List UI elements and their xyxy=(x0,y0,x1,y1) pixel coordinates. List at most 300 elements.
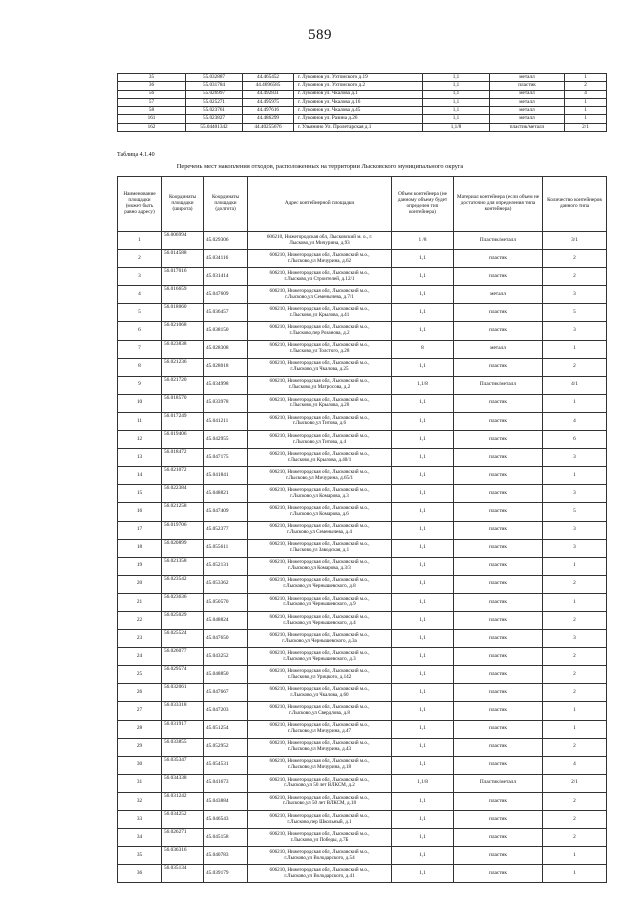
cell-count: 2 xyxy=(543,575,607,593)
cell-address xyxy=(248,720,392,738)
cell-lat: 56.035134 xyxy=(162,865,204,883)
cell-number: 7 xyxy=(118,340,162,358)
cell-volume: 1,1 xyxy=(423,107,490,115)
address-line-1: 606210, Нижегородская обл, Лысковский м.о., xyxy=(269,667,370,674)
address-line-2: г.Лысково,ул Чернышевского, д.3 xyxy=(283,655,356,662)
cell-material: Пластик/металл xyxy=(454,774,543,792)
cell-address: г. Лукоянов ул. Чкалова д.45 xyxy=(294,107,423,115)
address-line-2: г.Лысково,ул Комарова, д.3 xyxy=(290,492,349,499)
cell-number: 35 xyxy=(118,74,186,82)
cell-material: пластик xyxy=(454,611,543,629)
cell-material: пластик xyxy=(454,539,543,557)
cell-count: 4 xyxy=(565,90,607,98)
cell-address xyxy=(248,774,392,792)
address-line-1: 606210, Нижегородская обл, Лысковский м.о., xyxy=(269,432,370,439)
cell-lat: 56.023542 xyxy=(162,575,204,593)
address-line-1: 606210, Нижегородская обл, Лысковский м.о., xyxy=(269,613,370,620)
cell-address xyxy=(248,376,392,394)
cell-address xyxy=(248,431,392,449)
cell-volume: 1,1 xyxy=(392,811,454,829)
table-row xyxy=(118,322,607,340)
cell-lon: 45.048824 xyxy=(204,611,248,629)
address-line-1: 606210, Нижегородская обл, Лысковский м.о., xyxy=(269,414,370,421)
cell-number: 31 xyxy=(118,774,162,792)
cell-number: 17 xyxy=(118,521,162,539)
cell-volume: 1,1 xyxy=(392,358,454,376)
cell-address xyxy=(248,467,392,485)
cell-lon: 45.054531 xyxy=(204,756,248,774)
cell-address xyxy=(248,865,392,883)
cell-number: 35 xyxy=(118,847,162,865)
table-row xyxy=(118,503,607,521)
address-line-2: г.Лысково,ул Победы, д.7Б xyxy=(290,836,349,843)
cell-lat: 56.017016 xyxy=(162,268,204,286)
cell-address xyxy=(248,232,392,250)
cell-lat: 55.023761 xyxy=(186,107,243,115)
cell-lat: 56.021072 xyxy=(162,467,204,485)
address-line-2: г.Лысково,ул 50 лет ВЛКСМ, д.2 xyxy=(284,782,355,789)
address-line-1: 606210, Нижегородская обл, Лысковский м. о., г. xyxy=(266,233,373,240)
table-row xyxy=(118,250,607,268)
address-line-1: 606210, Нижегородская обл, Лысковский м.о., xyxy=(269,866,370,873)
cell-lat: 56.020899 xyxy=(162,539,204,557)
cell-material: пластик xyxy=(454,431,543,449)
cell-lon: 45.034116 xyxy=(204,250,248,268)
cell-lon: 45.046543 xyxy=(204,811,248,829)
cell-lat: 56.025524 xyxy=(162,630,204,648)
address-line-1: 606210, Нижегородская обл, Лысковский м.о., xyxy=(269,722,370,729)
cell-address xyxy=(248,340,392,358)
address-line-2: г.Лысково,ул Крылова, д.40/1 xyxy=(287,456,352,463)
cell-number: 1 xyxy=(118,232,162,250)
cell-lat: 56.031242 xyxy=(162,792,204,810)
cell-count: 2 xyxy=(543,666,607,684)
cell-number: 33 xyxy=(118,811,162,829)
cell-address xyxy=(248,557,392,575)
cell-lon: 45.055611 xyxy=(204,539,248,557)
cell-address xyxy=(248,847,392,865)
cell-lon: 44.495975 xyxy=(243,98,294,106)
cell-volume: 1,1 xyxy=(392,539,454,557)
cell-material: пластик xyxy=(454,575,543,593)
cell-count: 1 xyxy=(565,98,607,106)
table-row xyxy=(118,82,607,90)
table-row xyxy=(118,449,607,467)
table-row xyxy=(118,575,607,593)
cell-number: 30 xyxy=(118,756,162,774)
address-line-2: г.Лысково,ул Толстого, д.28 xyxy=(289,348,350,355)
cell-volume: 1,1 xyxy=(392,268,454,286)
address-line-1: 606210, Нижегородская обл, Лысковский м.о., xyxy=(269,523,370,530)
cell-lon: 45.048850 xyxy=(204,666,248,684)
address-line-2: г.Лысково,ул Мичурина, д.65/1 xyxy=(285,474,354,481)
cell-count: 4 xyxy=(543,412,607,430)
table-row xyxy=(118,774,607,792)
cell-number: 21 xyxy=(118,593,162,611)
cell-number: 15 xyxy=(118,485,162,503)
address-line-2: г.Лысково,ул Комарова, д.6 xyxy=(290,510,349,517)
address-line-1: 606210, Нижегородская обл, Лысковский м.о., xyxy=(269,487,370,494)
cell-lat: 56.017249 xyxy=(162,412,204,430)
cell-count: 2 xyxy=(543,250,607,268)
cell-lon: 45.052952 xyxy=(204,738,248,756)
cell-address xyxy=(248,286,392,304)
cell-count: 1 xyxy=(543,340,607,358)
cell-material: пластик xyxy=(454,250,543,268)
cell-count: 2 xyxy=(543,684,607,702)
cell-material: пластик xyxy=(454,268,543,286)
cell-lat: 56.016659 xyxy=(162,286,204,304)
address-line-1: 606210, Нижегородская обл, Лысковский м.о., xyxy=(269,360,370,367)
cell-lat: 56.026077 xyxy=(162,648,204,666)
cell-volume: 1,1 xyxy=(392,322,454,340)
table-row xyxy=(118,98,607,106)
cell-number: 18 xyxy=(118,539,162,557)
address-line-1: 606210, Нижегородская обл, Лысковский м.о., xyxy=(269,649,370,656)
cell-lon: 45.047609 xyxy=(204,286,248,304)
address-line-1: 606210, Нижегородская обл, Лысковский м.о., xyxy=(269,505,370,512)
address-line-2: г.Лысково,ул Крылова, д.41 xyxy=(289,311,350,318)
cell-number: 12 xyxy=(118,431,162,449)
address-line-2: г.Лысково,ул Мичурина, д.47 xyxy=(287,728,352,735)
cell-material: пластик xyxy=(454,684,543,702)
cell-lon: 45.051254 xyxy=(204,720,248,738)
cell-lon: 45.048821 xyxy=(204,485,248,503)
cell-material: пластик xyxy=(454,630,543,648)
cell-lon: 45.047409 xyxy=(204,503,248,521)
table-header-row xyxy=(118,177,607,232)
cell-volume: 1,1 xyxy=(392,792,454,810)
cell-address xyxy=(248,648,392,666)
cell-address xyxy=(248,304,392,322)
cell-material: пластик/металл xyxy=(490,123,565,131)
cell-volume: 1,1 xyxy=(392,865,454,883)
address-line-1: 606210, Нижегородская обл, Лысковский м.о., xyxy=(269,740,370,747)
table-row xyxy=(118,412,607,430)
address-line-1: 606210, Нижегородская обл, Лысковский м.о., xyxy=(269,342,370,349)
cell-material: металл xyxy=(490,98,565,106)
table-row xyxy=(118,467,607,485)
cell-address: г. Ульянино Ул. Пролетарская д.1 xyxy=(294,123,423,131)
cell-lat: 56.022384 xyxy=(162,485,204,503)
cell-volume: 1,1 xyxy=(392,449,454,467)
cell-lat: 56.018472 xyxy=(162,449,204,467)
address-line-2: г.Лысково,ул Крылова, д.20 xyxy=(289,402,350,409)
cell-lat: 55.032887 xyxy=(186,74,243,82)
cell-count: 3/1 xyxy=(543,232,607,250)
table-row xyxy=(118,738,607,756)
cell-number: 25 xyxy=(118,666,162,684)
address-line-2: г.Лысково,ул Семенычева, д.4 xyxy=(287,529,352,536)
cell-number: 162 xyxy=(118,123,186,131)
cell-volume: 1,1 xyxy=(392,847,454,865)
cell-volume: 1,1 xyxy=(392,485,454,503)
address-line-1: 606210, Нижегородская обл, Лысковский м.о., xyxy=(269,559,370,566)
cell-lon: 45.041841 xyxy=(204,467,248,485)
cell-lat: 56.018570 xyxy=(162,394,204,412)
cell-material: пластик xyxy=(454,412,543,430)
header-volume: Объем контейнера (не данному объему будет определен тип контейнера) xyxy=(392,177,454,232)
cell-volume: 1,1 xyxy=(392,304,454,322)
cell-count: 2 xyxy=(543,738,607,756)
cell-volume: 1,1 xyxy=(423,98,490,106)
table-row xyxy=(118,666,607,684)
cell-count: 2 xyxy=(543,611,607,629)
header-address: Адрес контейнерной площадки xyxy=(248,177,392,232)
cell-material: пластик xyxy=(454,358,543,376)
cell-volume: 1,1 xyxy=(423,82,490,90)
cell-number: 36 xyxy=(118,82,186,90)
cell-number: 6 xyxy=(118,322,162,340)
cell-material: пластик xyxy=(454,485,543,503)
cell-lon: 45.028308 xyxy=(204,340,248,358)
cell-lon: 45.053362 xyxy=(204,575,248,593)
table-row xyxy=(118,268,607,286)
cell-number: 9 xyxy=(118,376,162,394)
address-line-1: 606210, Нижегородская обл, Лысковский м.о., xyxy=(269,631,370,638)
table-row xyxy=(118,557,607,575)
cell-address xyxy=(248,503,392,521)
cell-count: 1 xyxy=(543,394,607,412)
cell-lon: 44.465452 xyxy=(243,74,294,82)
cell-material: металл xyxy=(490,107,565,115)
table-row xyxy=(118,702,607,720)
table-row xyxy=(118,232,607,250)
cell-address xyxy=(248,575,392,593)
table-row xyxy=(118,485,607,503)
cell-material: пластик xyxy=(454,829,543,847)
cell-count: 2 xyxy=(543,268,607,286)
cell-address xyxy=(248,268,392,286)
address-line-1: 606210, Нижегородская обл, Лысковский м.о., xyxy=(269,812,370,819)
address-line-1: 606210, Нижегородская обл, Лысковский м.о., xyxy=(269,287,370,294)
cell-count: 4 xyxy=(543,756,607,774)
cell-material: металл xyxy=(490,74,565,82)
cell-volume: 1,1 xyxy=(392,250,454,268)
address-line-2: г.Лысково,ул Свердлова, д.8 xyxy=(289,709,350,716)
cell-count: 2 xyxy=(543,829,607,847)
cell-lon: 44.4696585 xyxy=(243,82,294,90)
cell-lon: 44.492831 xyxy=(243,90,294,98)
table-row xyxy=(118,829,607,847)
address-line-1: 606210, Нижегородская обл, Лысковский м.о., xyxy=(269,577,370,584)
cell-lon: 45.039179 xyxy=(204,865,248,883)
address-line-2: г.Лысково,ул Чернышевского, д.4 xyxy=(283,619,356,626)
address-line-2: г.Лысково,пер Розанова, д.2 xyxy=(289,330,350,337)
cell-count: 5 xyxy=(543,503,607,521)
table-row xyxy=(118,720,607,738)
cell-number: 13 xyxy=(118,449,162,467)
cell-lon: 45.034998 xyxy=(204,376,248,394)
address-line-1: 606210, Нижегородская обл, Лысковский м.о., xyxy=(269,686,370,693)
cell-lon: 44.486299 xyxy=(243,115,294,123)
cell-count: 1 xyxy=(543,720,607,738)
cell-volume: 1,1 xyxy=(423,90,490,98)
address-line-2: г.Лысково,ул Чернышевского, д.3а xyxy=(282,637,357,644)
cell-volume: 1,1 xyxy=(392,720,454,738)
cell-lat: 56.021720 xyxy=(162,376,204,394)
cell-address xyxy=(248,630,392,648)
cell-lat: 55.025271 xyxy=(186,98,243,106)
address-line-1: 606210, Нижегородская обл, Лысковский м.о., xyxy=(269,306,370,313)
cell-address xyxy=(248,611,392,629)
cell-lon: 44.497616 xyxy=(243,107,294,115)
cell-address xyxy=(248,358,392,376)
cell-address xyxy=(248,521,392,539)
cell-count: 3 xyxy=(543,322,607,340)
cell-lat: 56.034252 xyxy=(162,811,204,829)
cell-address: г. Лукоянов ул. Ухтомского д.2 xyxy=(294,82,423,90)
table-row xyxy=(118,648,607,666)
cell-number: 58 xyxy=(118,107,186,115)
cell-volume: 1,1 xyxy=(423,115,490,123)
address-line-2: г.Лысково,ул Володарского, д.41 xyxy=(284,872,355,879)
cell-volume: 1,1 xyxy=(392,521,454,539)
cell-lat: 56.021258 xyxy=(162,503,204,521)
cell-lon: 44.40255676 xyxy=(243,123,294,131)
cell-number: 27 xyxy=(118,702,162,720)
cell-volume: 1,1 xyxy=(392,738,454,756)
table-row xyxy=(118,792,607,810)
cell-number: 34 xyxy=(118,829,162,847)
cell-volume: 1,1 xyxy=(392,286,454,304)
cell-material: пластик xyxy=(454,738,543,756)
cell-number: 10 xyxy=(118,394,162,412)
address-line-2: Лысково,ул Мичурина, д.93 xyxy=(289,239,350,246)
cell-number: 16 xyxy=(118,503,162,521)
cell-count: 3 xyxy=(543,539,607,557)
cell-material: пластик xyxy=(454,449,543,467)
cell-lat: 56.035347 xyxy=(162,756,204,774)
cell-material: пластик xyxy=(454,467,543,485)
cell-volume: 1,1 xyxy=(392,412,454,430)
cell-count: 2 xyxy=(543,792,607,810)
cell-lat: 56.033318 xyxy=(162,702,204,720)
cell-count: 2/1 xyxy=(565,123,607,131)
address-line-2: г.Лысково,ул Заводская, д.1 xyxy=(289,547,350,554)
cell-address xyxy=(248,738,392,756)
cell-lat: 56.032061 xyxy=(162,684,204,702)
cell-material: пластик xyxy=(454,322,543,340)
cell-material: пластик xyxy=(454,557,543,575)
cell-number: 28 xyxy=(118,720,162,738)
address-line-2: г.Лысково,ул Титова, д.6 xyxy=(293,420,346,427)
address-line-2: г.Лысково,ул Семенычева, д.7/1 xyxy=(285,293,354,300)
cell-lat: 56.021358 xyxy=(162,557,204,575)
address-line-2: г.Лысково,пер Школьный, д.1 xyxy=(287,818,352,825)
cell-lon: 45.047650 xyxy=(204,630,248,648)
address-line-1: 606210, Нижегородская обл, Лысковский м.о., xyxy=(269,396,370,403)
cell-count: 1 xyxy=(543,557,607,575)
cell-volume: 1,1/8 xyxy=(392,376,454,394)
cell-address: г. Лукоянов ул. Чкалова д.16 xyxy=(294,98,423,106)
cell-number: 161 xyxy=(118,115,186,123)
table-row xyxy=(118,756,607,774)
cell-address xyxy=(248,449,392,467)
table-row xyxy=(118,684,607,702)
cell-volume: 1,1 xyxy=(392,467,454,485)
cell-lon: 45.045158 xyxy=(204,829,248,847)
cell-lat: 56.021068 xyxy=(162,322,204,340)
cell-material: пластик xyxy=(454,304,543,322)
address-line-2: г.Лысково,ул Мичурина, д.43 xyxy=(287,746,352,753)
table-row xyxy=(118,593,607,611)
table-row xyxy=(118,304,607,322)
cell-count: 2 xyxy=(543,811,607,829)
cell-address xyxy=(248,412,392,430)
cell-count: 2 xyxy=(543,358,607,376)
address-line-1: 606210, Нижегородская обл, Лысковский м.о., xyxy=(269,758,370,765)
cell-count: 3 xyxy=(543,485,607,503)
address-line-2: г.Лысково,ул Строителей, д.12/1 xyxy=(284,275,355,282)
header-name: Наименование площадки (может быть равно адресу) xyxy=(118,177,162,232)
address-line-2: г.Лысково,ул Титова, д.4 xyxy=(293,438,346,445)
cell-address xyxy=(248,756,392,774)
cell-material: пластик xyxy=(454,702,543,720)
cell-lon: 45.041211 xyxy=(204,412,248,430)
table-row xyxy=(118,611,607,629)
cell-lon: 45.041673 xyxy=(204,774,248,792)
table-row xyxy=(118,865,607,883)
cell-material: пластик xyxy=(454,792,543,810)
cell-material: металл xyxy=(490,90,565,98)
page-number: 589 xyxy=(308,27,332,43)
address-line-2: г.Лысково,ул Матросова, д.2 xyxy=(288,384,351,391)
cell-volume: 1,1 xyxy=(392,684,454,702)
continued-table xyxy=(117,73,607,132)
cell-material: пластик xyxy=(454,720,543,738)
cell-number: 29 xyxy=(118,738,162,756)
cell-number: 8 xyxy=(118,358,162,376)
cell-number: 32 xyxy=(118,792,162,810)
address-line-1: 606210, Нижегородская обл, Лысковский м.о., xyxy=(269,595,370,602)
cell-volume: 1,1 xyxy=(392,829,454,847)
cell-number: 22 xyxy=(118,611,162,629)
table-caption: Перечень мест накопления отходов, расположенных на территории Лысковского муниципального округа xyxy=(176,163,464,170)
cell-lat: 55.031784 xyxy=(186,82,243,90)
cell-material: пластик xyxy=(490,82,565,90)
table-row xyxy=(118,340,607,358)
cell-count: 1 xyxy=(543,702,607,720)
cell-number: 5 xyxy=(118,304,162,322)
cell-address xyxy=(248,250,392,268)
address-line-2: г.Лысково,ул Чернышевского, д.9 xyxy=(283,601,356,608)
cell-volume: 1,1 xyxy=(392,756,454,774)
cell-count: 1 xyxy=(543,593,607,611)
cell-address xyxy=(248,539,392,557)
address-line-2: г.Лысково,ул Мичурина, д.62 xyxy=(287,257,352,264)
cell-number: 4 xyxy=(118,286,162,304)
waste-sites-table xyxy=(117,176,607,883)
cell-lat: 55.04401342 xyxy=(186,123,243,131)
cell-lat: 56.033855 xyxy=(162,738,204,756)
address-line-1: 606210, Нижегородская обл, Лысковский м.о., xyxy=(269,830,370,837)
cell-volume: 1 /8 xyxy=(392,232,454,250)
cell-lon: 45.047203 xyxy=(204,702,248,720)
cell-lat: 56.014588 xyxy=(162,250,204,268)
address-line-1: 606210, Нижегородская обл, Лысковский м.о., xyxy=(269,450,370,457)
address-line-1: 606210, Нижегородская обл, Лысковский м.о., xyxy=(269,468,370,475)
cell-address: г. Лукоянов ул. Разина д.26 xyxy=(294,115,423,123)
table-row xyxy=(118,107,607,115)
cell-material: пластик xyxy=(454,521,543,539)
cell-material: пластик xyxy=(454,394,543,412)
cell-lon: 45.042955 xyxy=(204,431,248,449)
cell-material: пластик xyxy=(454,648,543,666)
cell-lat: 56.029574 xyxy=(162,666,204,684)
address-line-1: 606210, Нижегородская обл, Лысковский м.о., xyxy=(269,704,370,711)
cell-lon: 45.052131 xyxy=(204,557,248,575)
